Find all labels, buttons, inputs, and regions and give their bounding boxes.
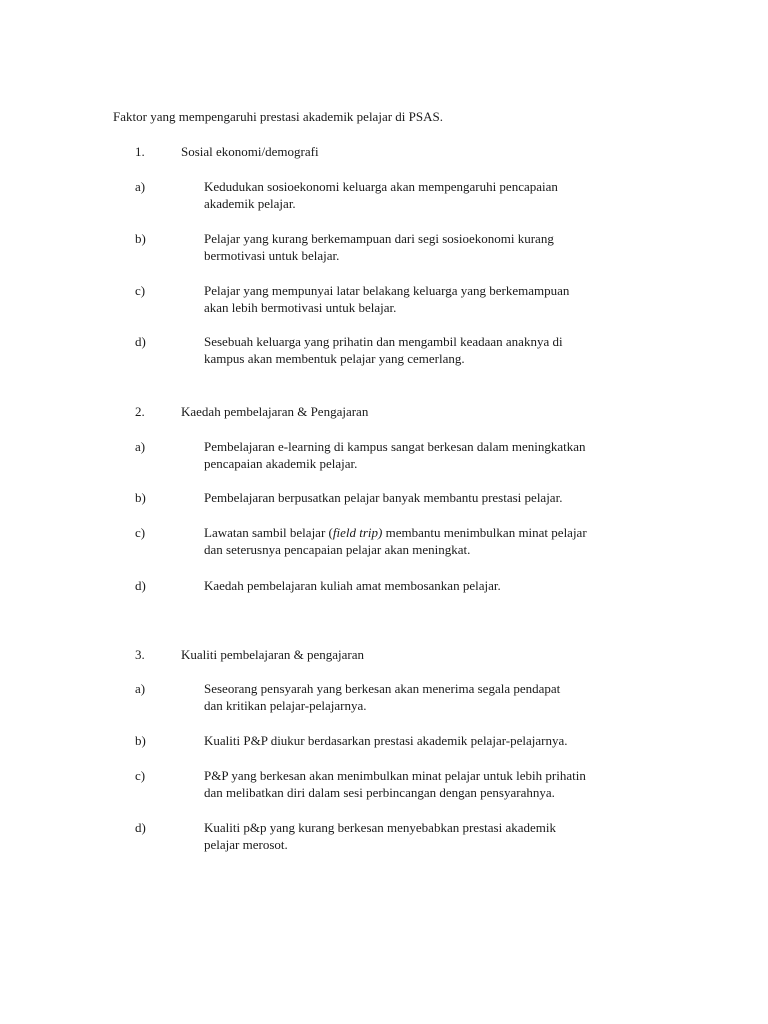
item-line: Pembelajaran berpusatkan pelajar banyak membantu prestasi pelajar. — [204, 490, 563, 505]
item-letter: b) — [135, 490, 146, 505]
item-text — [204, 577, 664, 594]
item-line-segment: membantu menimbulkan minat pelajar — [382, 525, 587, 540]
item-line-segment: Lawatan sambil belajar ( — [204, 525, 333, 540]
item-line: dan melibatkan diri dalam sesi perbincangan dengan pensyarahnya. — [204, 785, 555, 800]
item-letter: d) — [135, 334, 146, 349]
item-line: Pelajar yang kurang berkemampuan dari segi sosioekonomi kurang — [204, 231, 554, 246]
item-text — [204, 680, 664, 714]
item-letter: d) — [135, 820, 146, 835]
item-line: Seseorang pensyarah yang berkesan akan menerima segala pendapat — [204, 681, 561, 696]
item-text — [204, 438, 664, 472]
item-line: akademik pelajar. — [204, 196, 296, 211]
section-number: 1. — [135, 144, 145, 159]
item-text — [204, 819, 664, 853]
item-line: P&P yang berkesan akan menimbulkan minat pelajar untuk lebih prihatin — [204, 768, 586, 783]
item-text — [204, 230, 664, 264]
item-line: Kualiti p&p yang kurang berkesan menyebabkan prestasi akademik — [204, 820, 556, 835]
item-line: Sesebuah keluarga yang prihatin dan mengambil keadaan anaknya di — [204, 334, 563, 349]
item-line: akan lebih bermotivasi untuk belajar. — [204, 300, 397, 315]
item-letter: c) — [135, 525, 146, 540]
item-letter: b) — [135, 733, 146, 748]
item-letter: a) — [135, 439, 146, 454]
item-text — [204, 767, 664, 801]
item-line: Kaedah pembelajaran kuliah amat membosankan pelajar. — [204, 578, 501, 593]
item-line: Pembelajaran e-learning di kampus sangat berkesan dalam meningkatkan — [204, 439, 586, 454]
item-line: Pelajar yang mempunyai latar belakang keluarga yang berkemampuan — [204, 283, 570, 298]
item-letter: c) — [135, 283, 146, 298]
item-line: Kualiti P&P diukur berdasarkan prestasi akademik pelajar-pelajarnya. — [204, 733, 568, 748]
item-letter: d) — [135, 578, 146, 593]
item-line: pelajar merosot. — [204, 837, 288, 852]
item-line: kampus akan membentuk pelajar yang cemerlang. — [204, 351, 465, 366]
section-number: 2. — [135, 404, 145, 419]
item-text — [204, 282, 664, 316]
item-letter: b) — [135, 231, 146, 246]
item-line: pencapaian akademik pelajar. — [204, 456, 358, 471]
item-letter: a) — [135, 179, 146, 194]
italic-term: field trip) — [332, 525, 383, 540]
section-title: Kaedah pembelajaran & Pengajaran — [181, 404, 369, 419]
item-line: dan seterusnya pencapaian pelajar akan meningkat. — [204, 542, 471, 557]
item-line: bermotivasi untuk belajar. — [204, 248, 340, 263]
item-text — [204, 732, 664, 749]
item-text — [204, 524, 664, 558]
item-line: dan kritikan pelajar-pelajarnya. — [204, 698, 367, 713]
item-text — [204, 489, 664, 506]
section-title: Sosial ekonomi/demografi — [181, 144, 319, 159]
item-line — [204, 524, 664, 541]
item-text — [204, 333, 664, 367]
item-letter: a) — [135, 681, 146, 696]
section-title: Kualiti pembelajaran & pengajaran — [181, 647, 365, 662]
item-letter: c) — [135, 768, 146, 783]
item-text — [204, 178, 664, 212]
item-line: Kedudukan sosioekonomi keluarga akan mempengaruhi pencapaian — [204, 179, 558, 194]
section-number: 3. — [135, 647, 145, 662]
document-title: Faktor yang mempengaruhi prestasi akademik pelajar di PSAS. — [113, 109, 443, 124]
